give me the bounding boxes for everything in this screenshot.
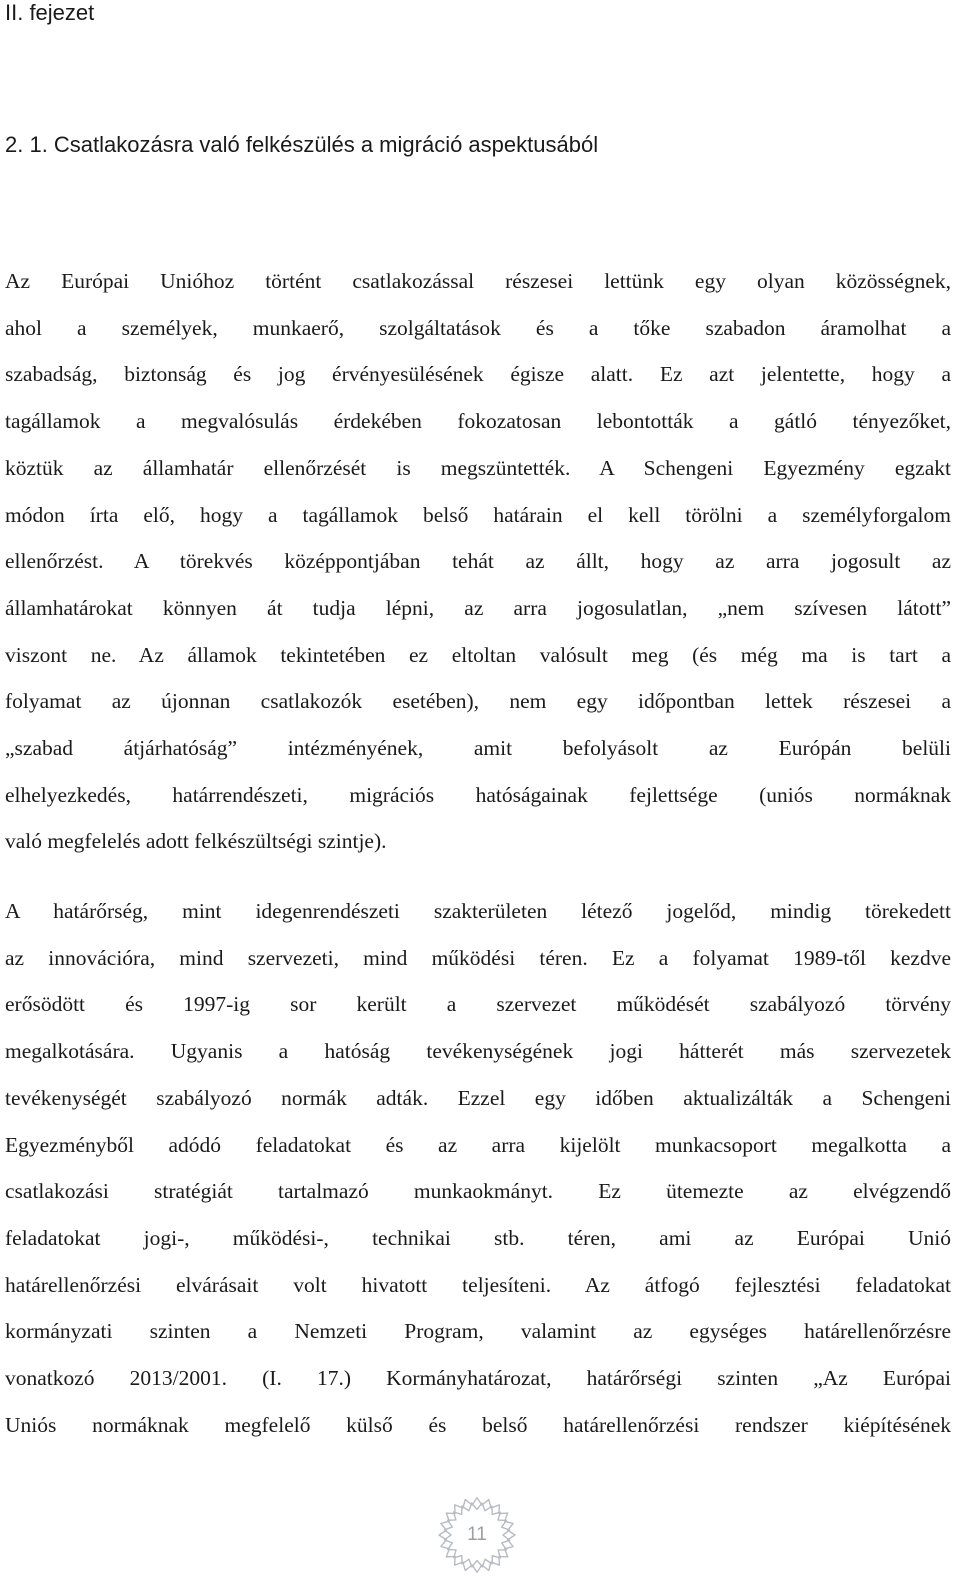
paragraph-line: tagállamok a megvalósulás érdekében fokozatosan lebontották a gátló tényezőket, xyxy=(5,409,951,434)
paragraph-line: ellenőrzést. A törekvés középpontjában tehát az állt, hogy az arra jogosult az xyxy=(5,549,951,574)
paragraph-1 xyxy=(5,258,951,865)
paragraph-line: vonatkozó 2013/2001. (I. 17.) Kormányhatározat, határőrségi szinten „Az Európai xyxy=(5,1366,951,1391)
paragraph-line: Az Európai Unióhoz történt csatlakozással részesei lettünk egy olyan közösségnek, xyxy=(5,269,951,293)
paragraph-line: „szabad átjárhatóság” intézményének, amit befolyásolt az Európán belüli xyxy=(5,736,951,761)
paragraph-line: elhelyezkedés, határrendészeti, migrációs hatóságainak fejlettsége (uniós normáknak xyxy=(5,782,951,807)
page-footer xyxy=(0,1490,960,1577)
paragraph-line: erősödött és 1997-ig sor került a szervezet működését szabályozó törvény xyxy=(5,992,951,1017)
page-number: 11 xyxy=(467,1524,487,1545)
paragraph-line: ahol a személyek, munkaerő, szolgáltatások és a tőke szabadon áramolhat a xyxy=(5,315,951,340)
paragraph-line: határellenőrzési elvárásait volt hivatott teljesíteni. Az átfogó fejlesztési feladatokat xyxy=(5,1272,951,1297)
paragraph-line: Uniós normáknak megfelelő külső és belső határellenőrzési rendszer kiépítésének xyxy=(5,1412,951,1437)
paragraph-line: viszont ne. Az államok tekintetében ez eltoltan valósult meg (és még ma is tart a xyxy=(5,642,951,667)
paragraph-line: az innovációra, mind szervezeti, mind működési téren. Ez a folyamat 1989-től kezdve xyxy=(5,945,951,970)
paragraph-line: Egyezményből adódó feladatokat és az arra kijelölt munkacsoport megalkotta a xyxy=(5,1132,951,1157)
paragraph-2 xyxy=(5,888,951,1448)
section-title: 2. 1. Csatlakozásra való felkészülés a migráció aspektusából xyxy=(5,132,599,157)
paragraph-line: tevékenységét szabályozó normák adták. Ezzel egy időben aktualizálták a Schengeni xyxy=(5,1085,951,1110)
paragraph-line: csatlakozási stratégiát tartalmazó munkaokmányt. Ez ütemezte az elvégzendő xyxy=(5,1179,951,1204)
paragraph-line: módon írta elő, hogy a tagállamok belső határain el kell törölni a személyforgalom xyxy=(5,502,951,527)
paragraph-line: A határőrség, mint idegenrendészeti szakterületen létező jogelőd, mindig törekedett xyxy=(5,899,951,923)
chapter-header: II. fejezet xyxy=(5,0,95,25)
paragraph-line: államhatárokat könnyen át tudja lépni, az arra jogosulatlan, „nem szívesen látott” xyxy=(5,595,951,620)
paragraph-line: kormányzati szinten a Nemzeti Program, valamint az egységes határellenőrzésre xyxy=(5,1319,951,1344)
paragraph-line: feladatokat jogi-, működési-, technikai stb. téren, ami az Európai Unió xyxy=(5,1225,951,1250)
paragraph-line: szabadság, biztonság és jog érvényesülésének égisze alatt. Ez azt jelentette, hogy a xyxy=(5,362,951,387)
paragraph-line: folyamat az újonnan csatlakozók esetében), nem egy időpontban lettek részesei a xyxy=(5,689,951,714)
paragraph-line: való megfelelés adott felkészültségi szintje). xyxy=(5,829,387,854)
paragraph-line: köztük az államhatár ellenőrzését is megszüntették. A Schengeni Egyezmény egzakt xyxy=(5,455,951,480)
paragraph-line: megalkotására. Ugyanis a hatóság tevékenységének jogi hátterét más szervezetek xyxy=(5,1039,951,1064)
